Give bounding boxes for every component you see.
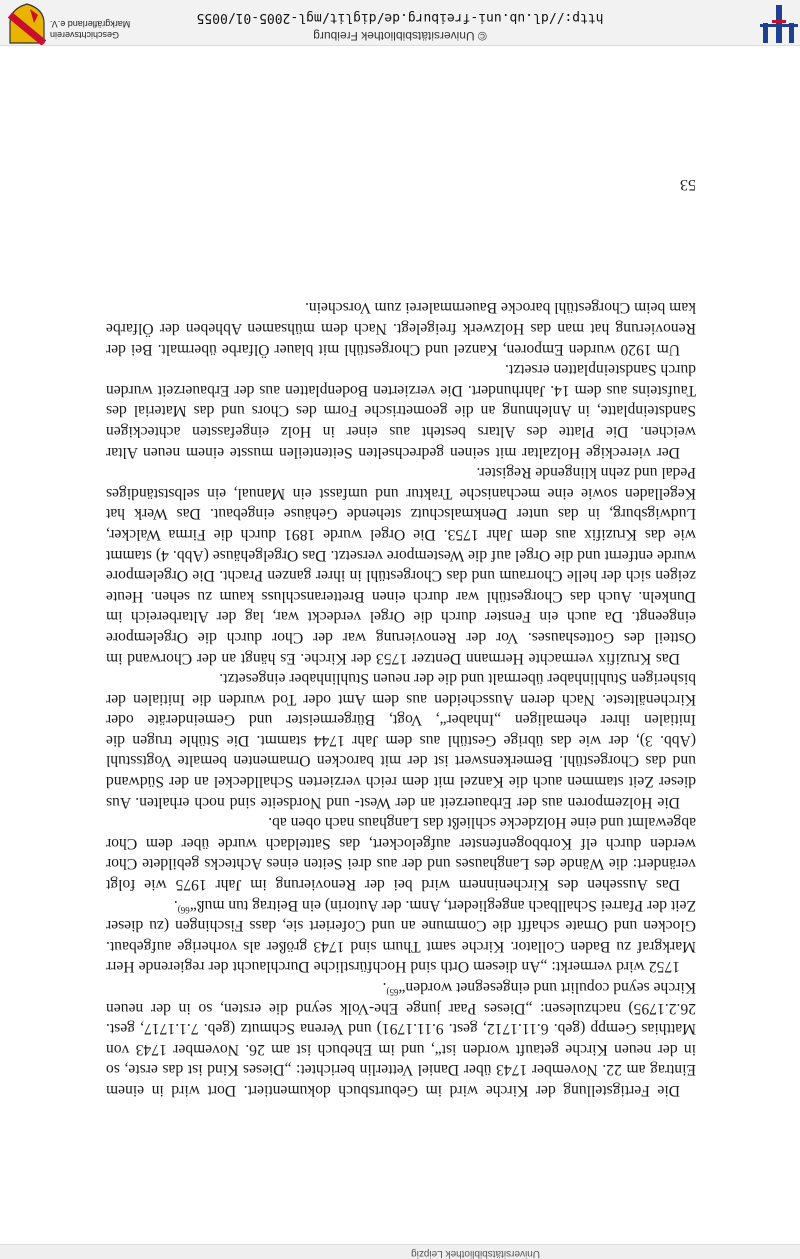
body-text [106,297,696,1100]
coat-of-arms-icon [8,3,46,45]
paragraph-text: Die Holzemporen aus der Erbauerzeit an der West- und Nordseite sind noch erhalten. Aus dieser Zeit stammen auch die Kanzel mit dem reich verzierten Schalldeckel an der Südwand und das Chorgestühl. Bemerkenswert ist der mit barocken Ornamenten bemalte Vogtsstuhl (Abb. 3), der wie das übrige Gestühl aus dem Jahr 1744 stammt. Die Stühle trugen die Initialen ihrer ehemaligen „Inhaber“, Vogt, Bürgermeister und Gemeinderäte oder Kirchenälteste. Nach deren Ausscheiden aus dem Amt oder Tod wurden die Initialen der bisherigen Stuhlinhaber übermalt und die der neuen Stuhlinhaber eingesetzt. [106,670,696,811]
paragraph-text: Das Aussehen des Kircheninnern wird bei der Renovierung im Jahr 1975 wie folgt verändert: die Wände des Langhauses und der aus drei Seiten eines Achtecks gebildete Chor werden durch elf Korbbogenfenster aufgelockert, das Satteldach wurde über dem Chor abgewalmt und eine Holzdecke schließt das Langhaus nach oben ab. [106,814,696,894]
society-name [50,18,178,40]
paragraph-text: Der viereckige Holzaltar mit seinen gedrechselten Seitenteilen musste einem neuen Altar weichen. Die Platte des Altars besteht aus einer in Holz eingefassten achteckigen Sandsteinplatte, in Anlehnung an die geometrische Form des Chors und das Material des Taufsteins aus dem 14. Jahrhundert. Die verzierten Bodenplatten aus der Erbauerzeit wurden durch Sandsteinplatten ersetzt. [106,361,696,461]
paragraph-text: 1752 wird vermerkt: „An diesem Orth sind Hochfürstliche Durchlaucht der regierende Herr Markgraf zu Baden Collator. Kirche samt Thurn sind 1743 größer als vorherige aufgebaut. Glocken und Ornate schafft die Commune an und Coferiert sie, dass Fischingen (zu dieser Zeit der Pfarrei Schallbach angegliedert, Anm. der Autorin) ein Beitrag tun muß“ [106,896,696,976]
paragraph: 1752 wird vermerkt: „An diesem Orth sind Hochfürstliche Durchlaucht der regierende Herr Markgraf zu Baden Collator. Kirche samt Thurn sind 1743 größer als vorherige aufgebaut. Glocken und Ornate schafft die Commune an und Coferiert sie, dass Fischingen (zu dieser Zeit der Pfarrei Schallbach angegliedert, Anm. der Autorin) ein Beitrag tun muß“$^{66)}$. [106,896,696,976]
header-bar [0,1244,800,1259]
society-line: Geschichtsverein [50,30,120,40]
paragraph [106,297,696,359]
paragraph-text: Die Fertigstellung der Kirche wird im Geburtsbuch dokumentiert. Dort wird in einem Eintrag am 22. November 1743 über Daniel Vetterlin berichtet: „Dieses Kind ist das erste, so in der neuen Kirche getauft worden ist“, und im Ehebuch ist am 26. November 1743 von Matthias Gempp (geb. 6.11.1712, gest. 9.11.1791) und Verena Schmutz (geb. 7.1.1717, gest. 26.2.1795) nachzulesen: „Dieses Paar junge Ehe-Volk seynd die ersten, so in der neuen Kirche seynd copulirt und eingesegnet worden“ [106,979,696,1099]
paragraph [106,812,696,894]
copyright-text: © Universitätsbibliothek Freiburg [313,29,487,43]
paragraph [106,359,696,462]
page-number: 53 [680,176,696,193]
footnote-ref: 65) [386,987,399,998]
header-library-text: Universitätsbibliothek Leipzig [411,1248,540,1259]
permalink[interactable]: http://dl.ub.uni-freiburg.de/diglit/mgl-2005-01/0055 [196,10,604,25]
paragraph [106,462,696,668]
paragraph [106,668,696,812]
society-line: Markgräflerland e.V. [50,19,131,29]
paragraph-text: Um 1920 wurden Emporen, Kanzel und Chorgestühl mit blauer Ölfarbe übermalt. Bei der Renovierung hat man das Holzwerk freigelegt. Nach dem mühsamen Abheben der Ölfarbe kam beim Chorgestühl barocke Bauernmalerei zum Vorschein. [106,299,696,358]
paragraph-text: Das Kruzifix vermachte Hermann Dentzer 1753 der Kirche. Es hängt an der Chorwand im Ostteil des Gotteshauses. Vor der Renovierung war der Chor durch die Orgelempore eingeengt. Da auch ein Fenster durch die Orgel verdeckt war, lag der Altarbereich im Dunkeln. Auch das Chorgestühl war durch einen Bretteranschluss kaum zu sehen. Heute zeigen sich der helle Chorraum und das Chorgestühl in ihrer ganzen Pracht. Die Orgelempore wurde entfernt und die Orgel auf die Westempore versetzt. Das Orgelgehäuse (Abb. 4) stammt wie das Kruzifix aus dem Jahr 1753. Die Orgel wurde 1891 durch die Firma Walcker, Ludwigsburg, in das unter Denkmalschutz stehende Gehäuse eingebaut. Das Werk hat Kegelladen sowie eine mechanische Traktur und umfasst ein Manual, ein selbstständiges Pedal und zehn klingende Register. [106,464,696,667]
footnote-ref: 66) [177,904,190,915]
paragraph: Die Fertigstellung der Kirche wird im Geburtsbuch dokumentiert. Dort wird in einem Eintrag am 22. November 1743 über Daniel Vetterlin berichtet: „Dieses Kind ist das erste, so in der neuen Kirche getauft worden ist“, und im Ehebuch ist am 26. November 1743 von Matthias Gempp (geb. 6.11.1712, gest. 9.11.1791) und Verena Schmutz (geb. 7.1.1717, gest. 26.2.1795) nachzulesen: „Dieses Paar junge Ehe-Volk seynd die ersten, so in der neuen Kirche seynd copulirt und eingesegnet worden“$^{65)}$. [106,979,696,1099]
